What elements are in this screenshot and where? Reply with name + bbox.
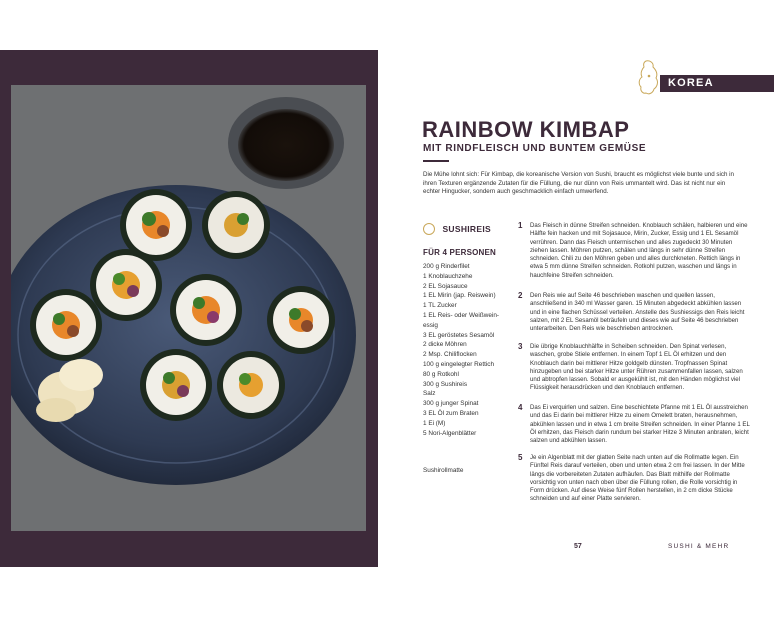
right-page	[378, 50, 774, 567]
ingredient-item: 100 g eingelegter Rettich	[423, 360, 495, 368]
ingredient-item: 5 Nori-Algenblätter	[423, 429, 477, 437]
step-text: Je ein Algenblatt mit der glatten Seite nach unten auf die Rollmatte legen. Ein Fünftel Reis darauf verteilen, oben und unten etwa 2 cm frei lassen. In der Mitte längs die vorbereiteten Zutaten aufhäufen. Das Blatt mithilfe der Rollmatte vorsichtig von unten nach oben über die Füllung rollen, die Rolle vorsichtig in Form drücken. Auf diese Weise fünf Rollen herstellen, in 2 cm dicke Stücke schneiden und auf einer Platte servieren.	[530, 454, 745, 503]
recipe-intro: Die Mühe lohnt sich: Für Kimbap, die koreanische Version von Sushi, braucht es möglichst viele bunte und sich in ihren Texturen ergänzende Zutaten für die Füllung, die nur dünn von Reis ummantelt wird. Das ist nicht nur ein echter Hingucker, sondern auch geschmacklich einfach umwerfend.	[423, 171, 734, 196]
ingredient-item: 1 TL Zucker	[423, 302, 457, 310]
step-text: Das Fleisch in dünne Streifen schneiden. Knoblauch schälen, halbieren und eine Hälfte fein hacken und mit Sojasauce, Mirin, Zucker, Essig und 1 EL Sesamöl verrühren. Dann das Fleisch untermischen und alles zugedeckt 30 Minuten ziehen lassen. Möhren putzen, schälen und längs in sehr dünne Streifen schneiden. Chili zu den Möhren geben und alles durchkneten. Rettich längs in etwa 5 mm dünne Streifen schneiden. Rotkohl putzen, waschen und längs in hauchfeine Streifen schneiden.	[530, 222, 748, 279]
ingredient-item: 2 dicke Möhren	[423, 341, 467, 349]
ingredient-item: 300 g junger Spinat	[423, 400, 479, 408]
book-spread	[0, 50, 774, 567]
country-tab: KOREA	[660, 75, 774, 92]
step-number: 5	[518, 453, 523, 462]
ingredient-item: 2 Msp. Chiliflocken	[423, 351, 477, 359]
recipe-photo	[11, 85, 366, 531]
section-label: SUSHIREIS	[442, 223, 491, 234]
step-number: 1	[518, 221, 523, 230]
circle-outline-icon	[423, 223, 435, 235]
title-rule	[423, 160, 449, 162]
page-number: 57	[574, 543, 582, 550]
ingredient-item: 1 Knoblauchzehe	[423, 272, 473, 280]
ingredient-item: 1 Ei (M)	[423, 419, 446, 427]
step-number: 4	[518, 403, 523, 412]
step-text: Das Ei verquirlen und salzen. Eine beschichtete Pfanne mit 1 EL Öl ausstreichen und das Ei darin bei mittlerer Hitze zu einem Omelett braten, herausnehmen, abkühlen lassen und in etwa 1 cm breite Streifen schneiden. In einer Pfanne 1 EL Öl erhitzen, das Fleisch darin rundum bei starker Hitze 3 Minuten anbraten, leicht salzen und abkühlen lassen.	[530, 404, 750, 445]
ingredient-item: 3 EL Öl zum Braten	[423, 409, 479, 417]
step-text: Die übrige Knoblauchhälfte in Scheiben schneiden. Den Spinat verlesen, waschen, grobe Stiele entfernen. In einem Topf 1 EL Öl erhitzen und den Knoblauch darin bei mittlerer Hitze goldgelb dünsten. Tropfnassen Spinat hinzugeben und bei starker Hitze unter Rühren zusammenfallen lassen, salzen und abtropfen lassen. Sobald er ausgekühlt ist, mit den Händen möglichst viel Flüssigkeit herausdrücken und den Knoblauch entfernen.	[530, 343, 743, 392]
ingredient-item: 2 EL Sojasauce	[423, 282, 468, 290]
left-page	[0, 50, 378, 567]
running-footer: SUSHI & MEHR	[668, 543, 730, 550]
step-number: 3	[518, 342, 523, 351]
ingredient-item: 80 g Rotkohl	[423, 370, 459, 378]
step-number: 2	[518, 291, 523, 300]
step-4	[518, 404, 750, 450]
ingredient-item: 300 g Sushireis	[423, 380, 468, 388]
ingredient-item: 200 g Rinderfilet	[423, 263, 470, 270]
step-text: Den Reis wie auf Seite 46 beschrieben waschen und quellen lassen, anschließend in 340 ml Wasser garen. 15 Minuten abgedeckt abkühlen lassen und in eine flachen Schüssel verteilen. Anstelle des Sushiessigs den Reis leicht salzen, mit 2 EL Sesamöl beträufeln und dieses wie auf Seite 46 beschrieben unterarbeiten. Den Reis wie beschrieben antrocknen.	[530, 292, 745, 333]
step-2	[518, 292, 750, 338]
ingredient-item: Salz	[423, 390, 436, 398]
kimbap-photo-illustration	[11, 85, 366, 531]
ingredient-item: 1 EL Reis- oder Weißwein-essig	[423, 311, 500, 329]
step-5	[518, 454, 750, 508]
section-heading	[423, 220, 491, 234]
recipe-subtitle: MIT RINDFLEISCH UND BUNTEM GEMÜSE	[423, 143, 647, 154]
ingredient-list	[423, 262, 508, 438]
equipment-item: Sushirollmatte	[423, 467, 464, 474]
step-3	[518, 343, 750, 397]
ingredient-item: 1 EL Mirin (jap. Reiswein)	[423, 292, 496, 300]
recipe-title: RAINBOW KIMBAP	[422, 117, 630, 142]
servings-label: FÜR 4 PERSONEN	[423, 248, 497, 257]
ingredient-item: 3 EL geröstetes Sesamöl	[423, 331, 495, 339]
step-1	[518, 222, 750, 286]
